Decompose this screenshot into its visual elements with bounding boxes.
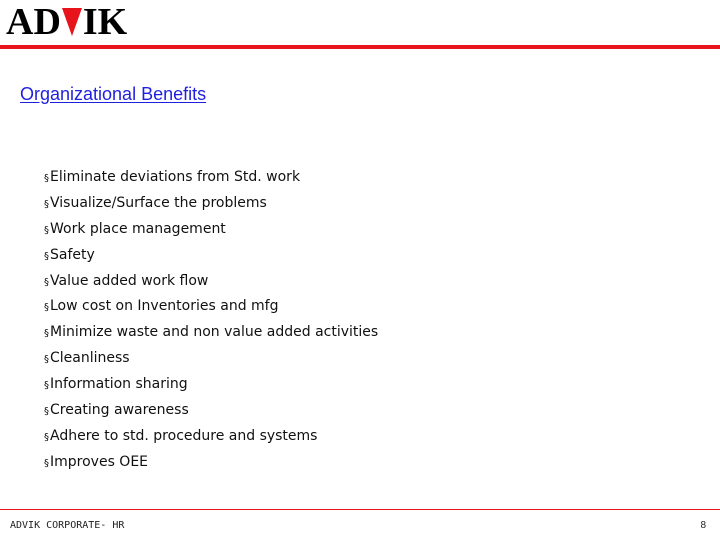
bullet-item [44,217,378,243]
company-logo [6,1,128,43]
footer-text: ADVIK CORPORATE- HR [10,520,125,531]
bullet-item [44,191,378,217]
bullet-item [44,243,378,269]
page-number: 8 [700,520,706,531]
bullet-text: Safety [50,246,95,263]
bullet-marker-icon: § [44,457,49,469]
bullet-marker-icon: § [44,406,49,418]
bullet-text: Visualize/Surface the problems [50,194,267,211]
footer-divider [0,509,720,510]
bullet-item [44,269,378,295]
logo-text-right: IK [82,1,128,43]
bullet-text: Creating awareness [50,402,189,419]
bullet-text: Minimize waste and non value added activities [50,324,379,341]
bullet-marker-icon: § [44,224,49,236]
bullet-list [44,165,378,476]
bullet-text: Cleanliness [50,350,130,367]
bullet-marker-icon: § [44,302,49,314]
bullet-item [44,294,378,320]
bullet-item [44,372,378,398]
bullet-item [44,450,378,476]
bullet-marker-icon: § [44,173,49,184]
bullet-marker-icon: § [44,354,49,366]
slide-title: Organizational Benefits [20,84,207,104]
bullet-marker-icon: § [44,250,49,262]
bullet-text: Adhere to std. procedure and systems [50,427,318,444]
header-divider [0,45,720,49]
bullet-item [44,424,378,450]
bullet-text: Work place management [50,220,226,237]
bullet-marker-icon: § [44,198,49,210]
bullet-text: Value added work flow [50,272,209,289]
bullet-item [44,165,378,191]
bullet-text: Eliminate deviations from Std. work [50,169,301,185]
bullet-marker-icon: § [44,276,49,288]
bullet-marker-icon: § [44,380,49,392]
bullet-marker-icon: § [44,328,49,340]
bullet-item [44,320,378,346]
logo-triangle-icon [62,8,82,36]
bullet-item [44,346,378,372]
bullet-text: Low cost on Inventories and mfg [50,298,279,315]
bullet-text: Information sharing [50,376,188,393]
bullet-marker-icon: § [44,431,49,443]
logo-text-left: AD [6,1,61,43]
bullet-item [44,398,378,424]
bullet-text: Improves OEE [50,453,149,470]
